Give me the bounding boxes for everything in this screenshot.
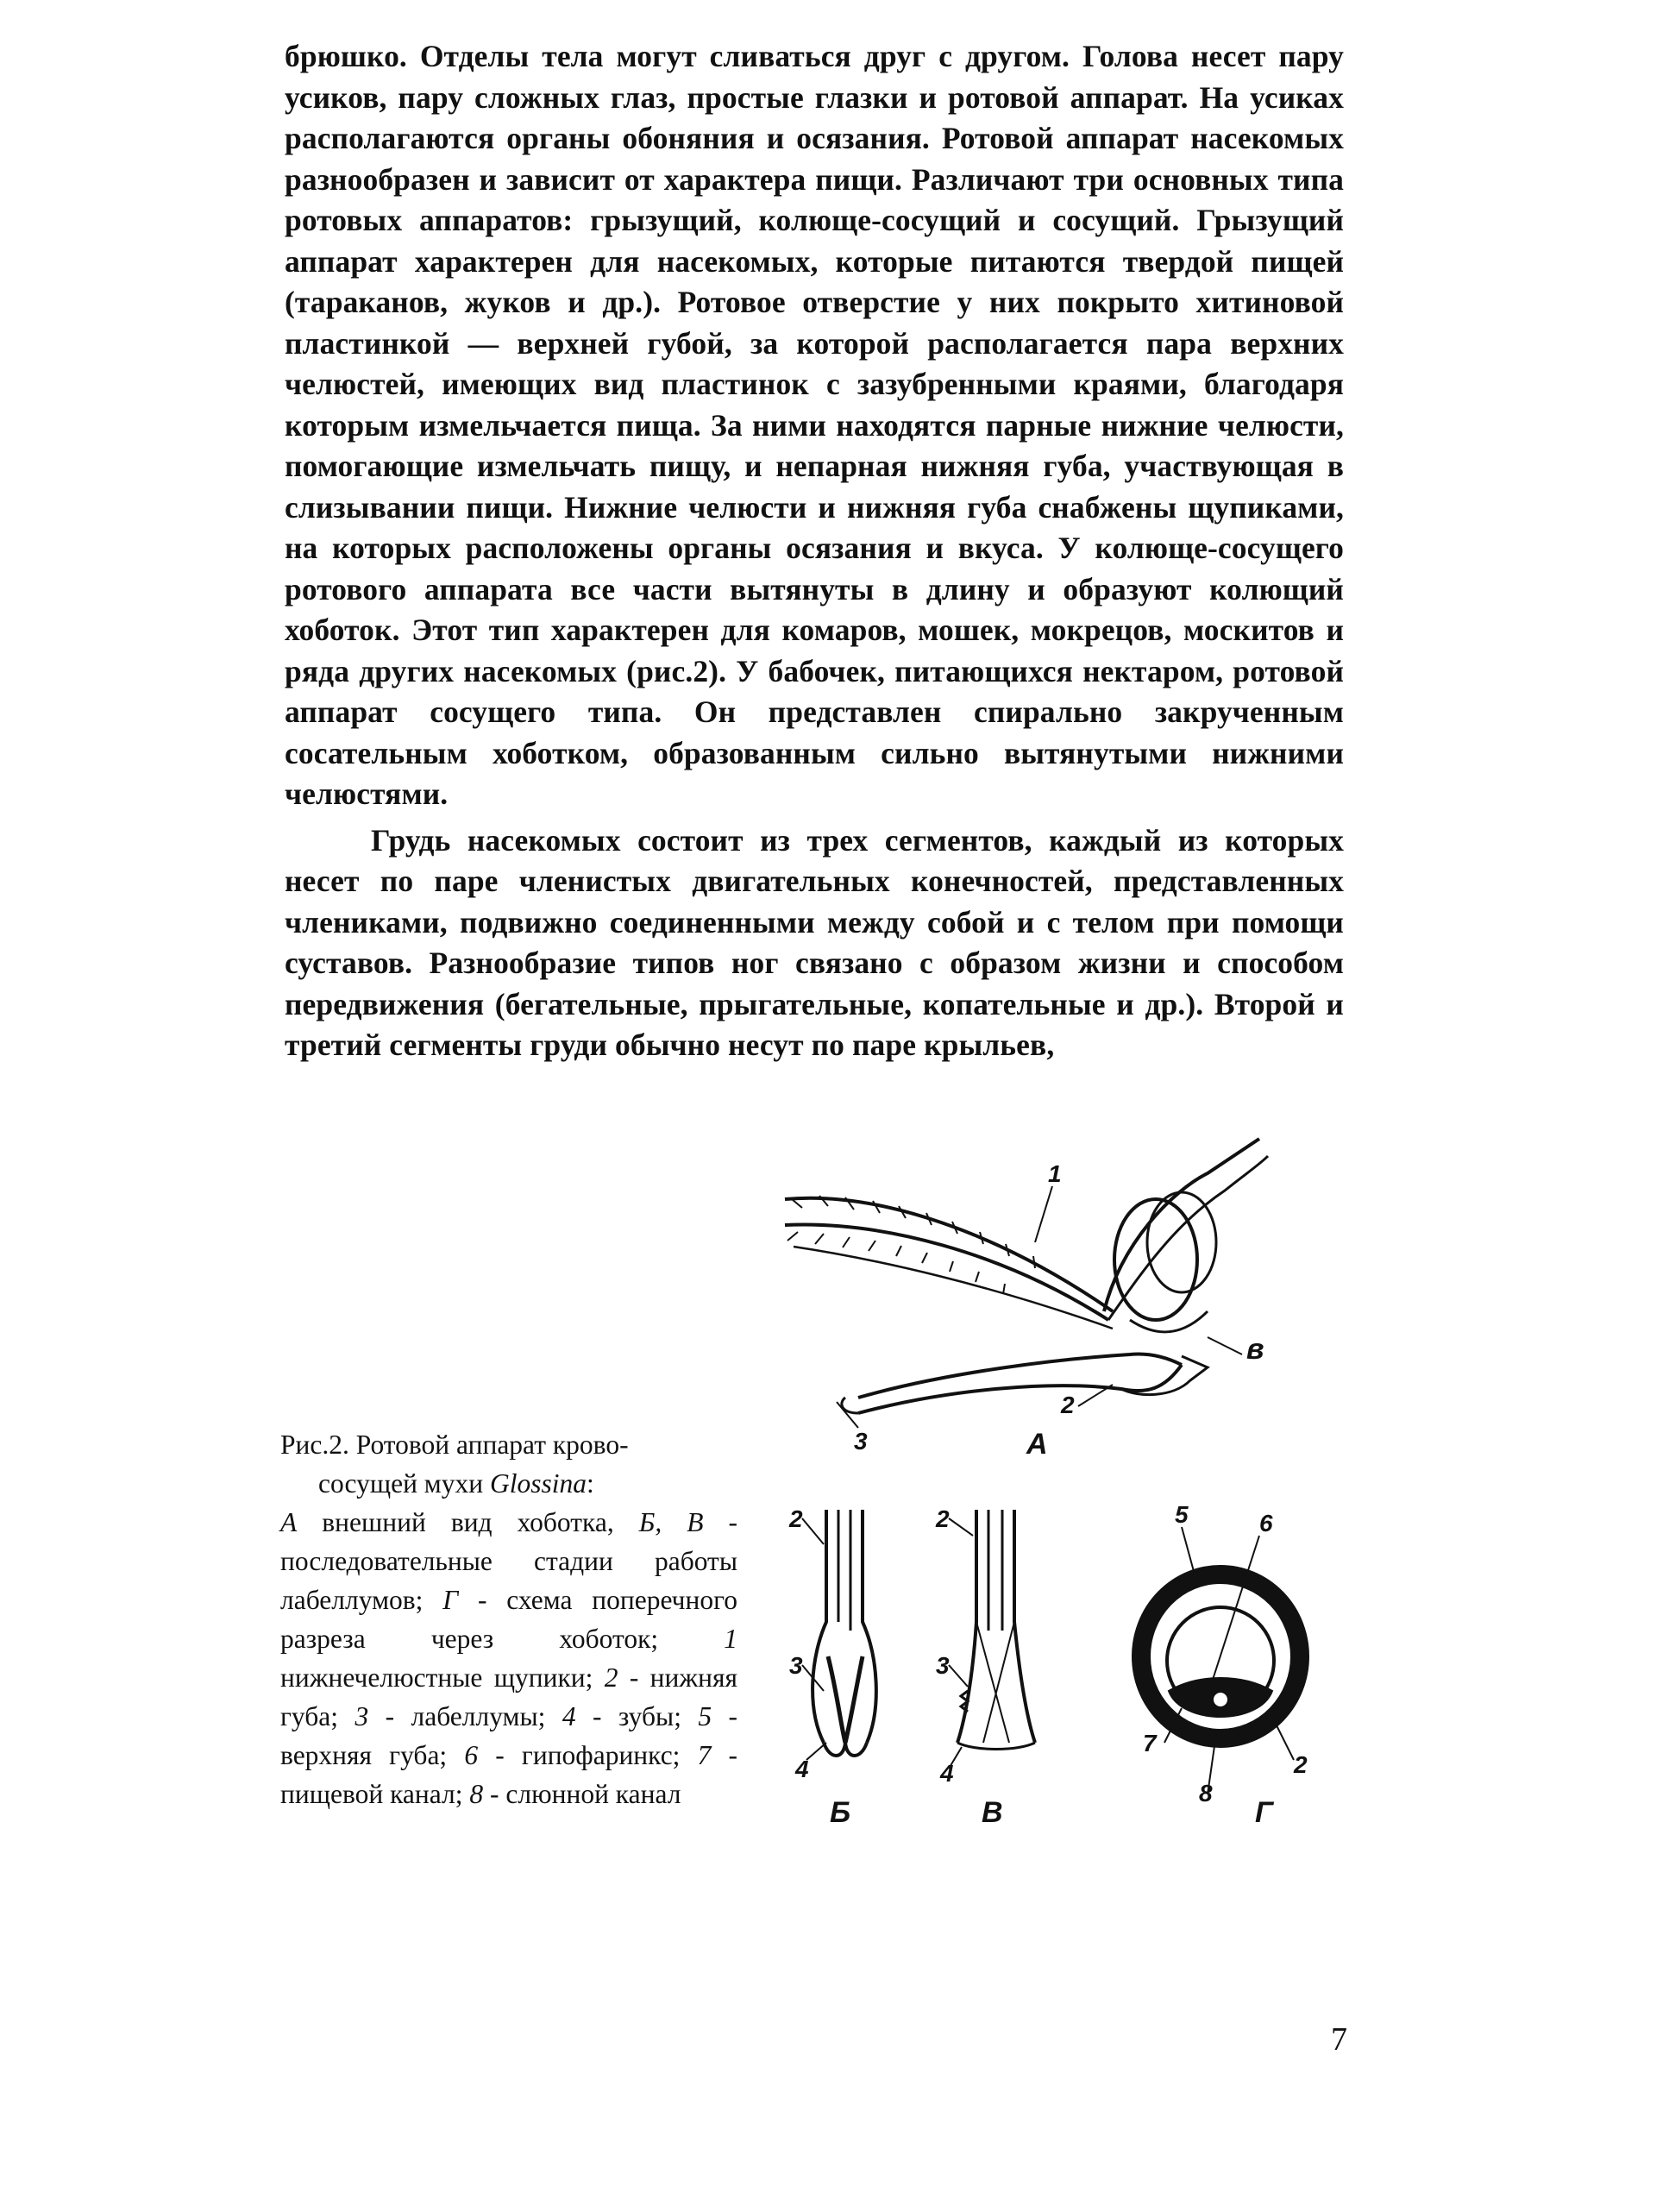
body-text (285, 36, 1344, 1066)
legend-key: 4 (562, 1701, 576, 1731)
label-7-g: 7 (1143, 1730, 1157, 1756)
legend-text: - верхняя губа; (280, 1701, 738, 1770)
panel-g-letter: Г (1255, 1796, 1273, 1829)
panel-a-letter: А (1026, 1428, 1048, 1461)
legend-text: внешний вид хоботка, (297, 1507, 639, 1537)
legend-text: - нижняя губа; (280, 1662, 737, 1731)
label-6-g: 6 (1259, 1510, 1273, 1536)
panel-b-drawing (802, 1510, 876, 1760)
panel-b-letter: Б (830, 1796, 851, 1829)
panel-v-drawing (949, 1510, 1035, 1769)
legend-key: 2 (604, 1662, 618, 1693)
caption-line-1: Рис.2. Ротовой аппарат крово- (280, 1430, 629, 1460)
figure-drawing (776, 1139, 1380, 1950)
label-3: 3 (854, 1428, 868, 1455)
label-3-b: 3 (789, 1652, 803, 1679)
legend-key: Б, В (638, 1507, 704, 1537)
caption-line-2 (280, 1464, 737, 1503)
label-5-g: 5 (1175, 1501, 1189, 1528)
caption-head-prefix: сосущей мухи (318, 1468, 490, 1499)
legend-key: 6 (464, 1740, 479, 1770)
label-v-a: в (1246, 1333, 1264, 1366)
legend-text: - слюнной канал (483, 1779, 681, 1809)
figure-glossina-mouthparts (776, 1139, 1380, 1950)
legend-key: 5 (698, 1701, 712, 1731)
legend-text: - лабеллумы; (368, 1701, 562, 1731)
page-number: 7 (1331, 2021, 1347, 2058)
legend-key: Г (442, 1585, 459, 1615)
legend-key: 7 (697, 1740, 712, 1770)
figure-caption (280, 1425, 737, 1813)
legend-text: нижнечелюстные щупики; (280, 1662, 605, 1693)
legend-key: 8 (469, 1779, 484, 1809)
legend-text: - схема поперечного разреза через хоботок; (280, 1585, 738, 1654)
caption-head-suffix: : (587, 1468, 594, 1499)
panel-v-letter: В (982, 1796, 1003, 1829)
label-4-v: 4 (940, 1760, 954, 1787)
panel-g-drawing (1141, 1527, 1300, 1794)
legend-text: - пищевой канал; (280, 1740, 737, 1809)
caption-species: Glossina (489, 1468, 587, 1499)
label-4-b: 4 (795, 1756, 809, 1782)
panel-a-drawing (785, 1139, 1268, 1428)
legend-text: - зубы; (575, 1701, 699, 1731)
label-2-g: 2 (1294, 1751, 1308, 1778)
paragraph-2: Грудь насекомых состоит из трех сегментов, каждый из которых несет по паре членистых двигательных конечностей, представленных члениками, подвижно соединенными между собой и с телом при помощи суставов. Разнообразие типов ног связано с образом жизни и способом передвижения (бегательные, прыгательные, копательные и др.). Второй и третий сегменты груди обычно несут по паре крыльев, (285, 822, 1344, 1062)
caption-legend (280, 1503, 737, 1813)
label-8-g: 8 (1199, 1780, 1213, 1807)
legend-key: А (280, 1507, 298, 1537)
label-3-v: 3 (936, 1652, 950, 1679)
label-2-v: 2 (936, 1505, 950, 1532)
legend-key: 1 (724, 1624, 737, 1654)
label-2-a: 2 (1061, 1392, 1075, 1418)
label-1: 1 (1048, 1160, 1062, 1187)
label-2-b: 2 (789, 1505, 803, 1532)
paragraph-1: брюшко. Отделы тела могут сливаться друг с другом. Голова несет пару усиков, пару сложных глаз, простые глазки и ротовой аппарат. На усиках располагаются органы обоняния и осязания. Ротовой аппарат насекомых разнообразен и зависит от характера пищи. Различают три основных типа ротовых аппаратов: грызущий, колюще-сосущий и сосущий. Грызущий аппарат характерен для насекомых, которые питаются твердой пищей (тараканов, жуков и др.). Ротовое отверстие у них покрыто хитиновой пластинкой — верхней губой, за которой располагается пара верхних челюстей, имеющих вид пластинок с зазубренными краями, благодаря которым измельчается пища. За ними находятся парные нижние челюсти, помогающие измельчать пищу, и непарная нижняя губа, участвующая в слизывании пищи. Нижние челюсти и нижняя губа снабжены щупиками, на которых расположены органы осязания и вкуса. У колюще-сосущего ротового аппарата все части вытянуты в длину и образуют колющий хоботок. Этот тип характерен для комаров, мошек, мокрецов, москитов и ряда других насекомых (рис.2). У бабочек, питающихся нектаром, ротовой аппарат сосущего типа. Он представлен спирально закрученным сосательным хоботком, образованным сильно вытянутыми нижними челюстями. (285, 39, 1344, 811)
legend-text: - последовательные стадии работы лабеллумов; (280, 1507, 737, 1615)
legend-text: - гипофаринкс; (478, 1740, 698, 1770)
legend-key: 3 (355, 1701, 369, 1731)
